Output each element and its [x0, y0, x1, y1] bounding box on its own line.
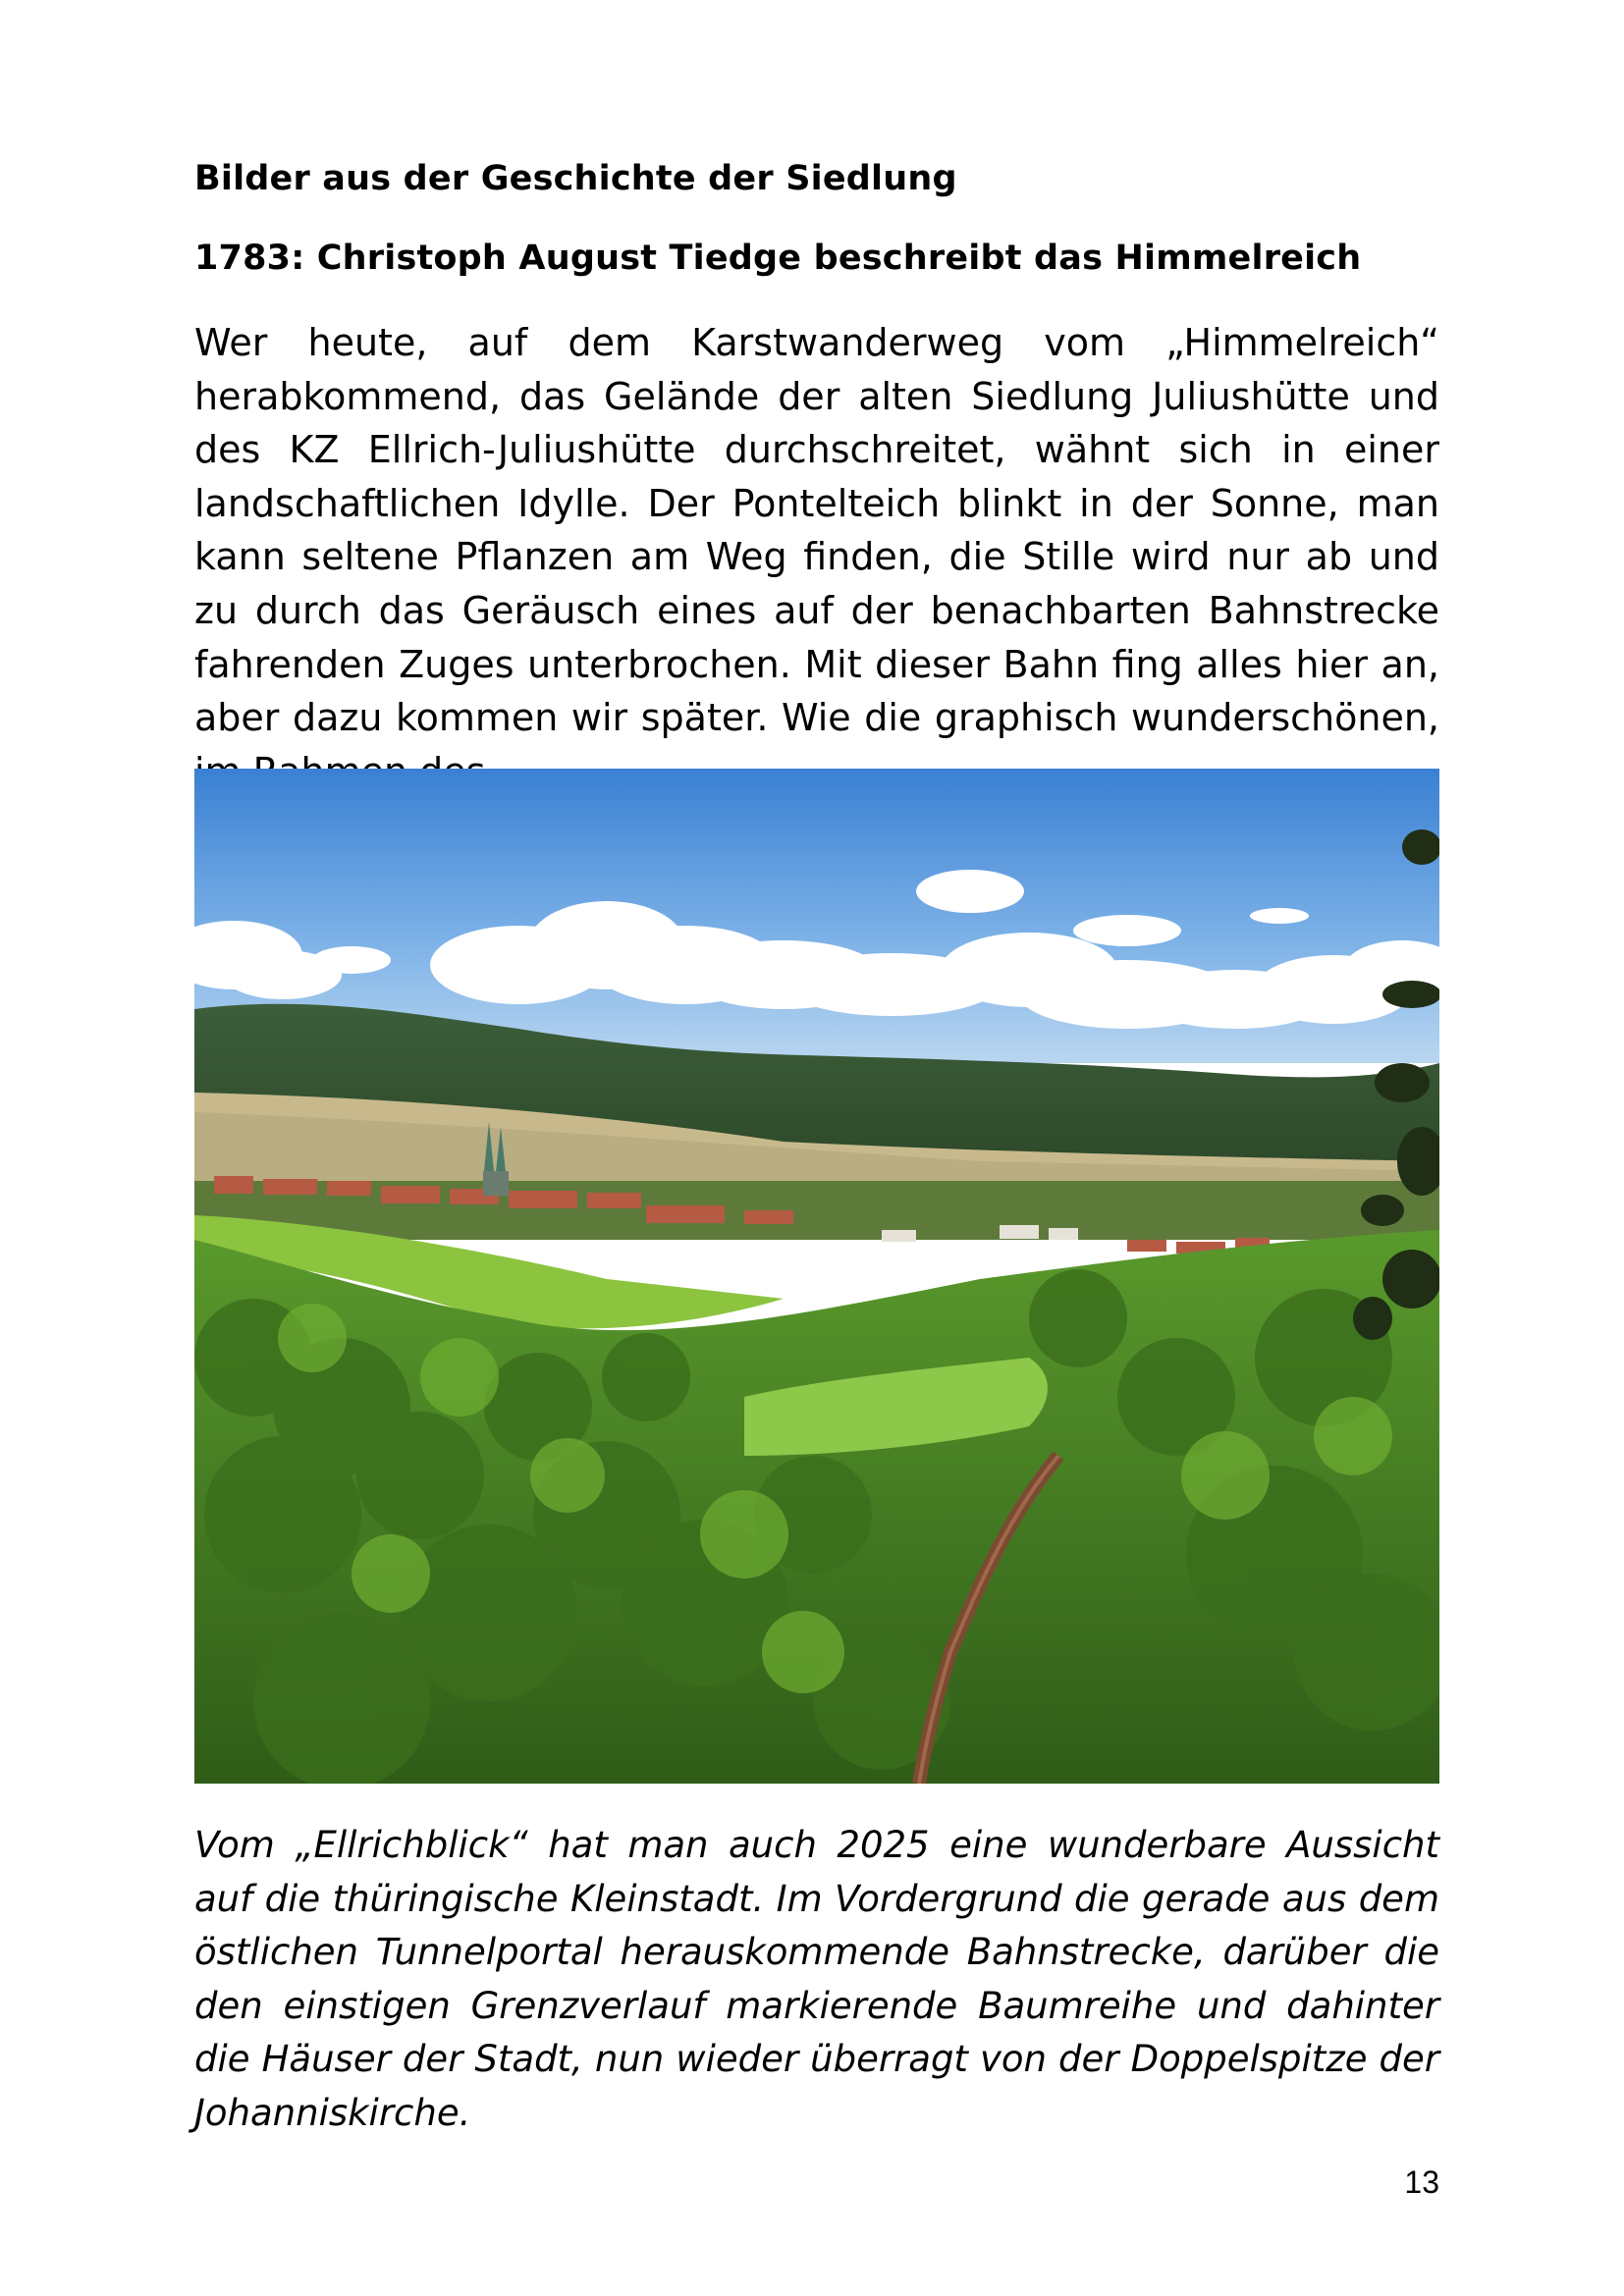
chapter-heading: 1783: Christoph August Tiedge beschreibt das Himmelreich — [194, 239, 1362, 278]
photo-caption: Vom „Ellrichblick“ hat man auch 2025 eine wunderbare Aussicht auf die thüringische Kleinstadt. Im Vordergrund die gerade aus dem östlichen Tunnelportal herauskommende Bahnstrecke, darüber die den einstigen Grenzverlauf markierende Baumreihe und dahinter die Häuser der Stadt, nun wieder überragt von der Doppelspitze der Johanniskirche. — [194, 1824, 1439, 2134]
section-heading: Bilder aus der Geschichte der Siedlung — [194, 159, 957, 198]
body-paragraph: Wer heute, auf dem Karstwanderweg vom „Himmelreich“ herabkommend, das Gelände der alten Siedlung Juliushütte und des KZ Ellrich-Juliushütte durchschreitet, wähnt sich in einer landschaftlichen Idylle. Der Pontelteich blinkt in der Sonne, man kann seltene Pflanzen am Weg finden, die Stille wird nur ab und zu durch das Geräusch eines auf der benachbarten Bahnstrecke fahrenden Zuges unterbrochen. Mit dieser Bahn fing alles hier an, aber dazu kommen wir später. Wie die graphisch wunderschönen, — [194, 321, 1439, 740]
landscape-photo-illustration — [194, 769, 1439, 1784]
page-number: 13 — [1404, 2164, 1439, 2200]
landscape-photo — [194, 769, 1439, 1784]
